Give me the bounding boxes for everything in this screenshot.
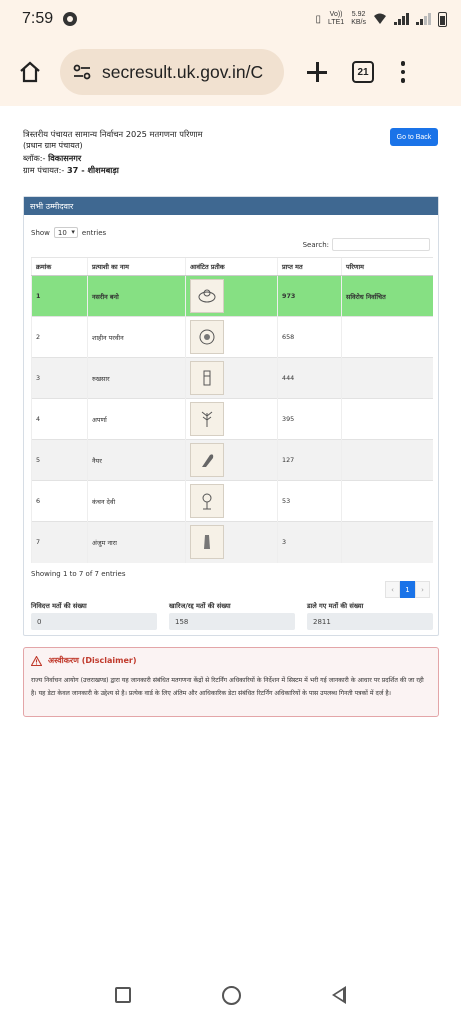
table-row: 4 अपर्णा 395 xyxy=(32,399,434,440)
status-icons xyxy=(315,11,447,27)
disclaimer-title: अस्वीकरण (Disclaimer) xyxy=(31,655,431,666)
table-row: 2 शाहीन परवीन 658 xyxy=(32,317,434,358)
table-row: 7 अंजुम नारा 3 xyxy=(32,522,434,563)
recent-apps-button[interactable] xyxy=(115,987,131,1003)
battery-icon xyxy=(438,12,447,27)
home-icon xyxy=(18,60,42,84)
block-line: ब्लॉक:- विकासनगर xyxy=(23,153,82,163)
table-row: 6 कंचन देवी 53 xyxy=(32,481,434,522)
next-page-button[interactable]: › xyxy=(415,581,430,598)
prev-page-button[interactable]: ‹ xyxy=(385,581,400,598)
col-votes[interactable]: प्राप्त मत xyxy=(278,258,342,276)
election-symbol-image xyxy=(190,320,224,354)
table-info: Showing 1 to 7 of 7 entries xyxy=(31,570,126,578)
panel-title: सभी उम्मीदवार xyxy=(24,197,438,215)
stat-tendered: निविदत्त मतों की संख्या 0 xyxy=(31,601,157,630)
disclaimer-box xyxy=(23,647,439,717)
address-bar[interactable] xyxy=(60,49,284,95)
table-search: Search: xyxy=(303,238,430,251)
election-symbol-image xyxy=(190,361,224,395)
stat-rejected-value: 158 xyxy=(169,613,295,630)
col-symbol[interactable]: आवंटित प्रतीक xyxy=(186,258,278,276)
gp-line: ग्राम पंचायत:- 37 - शीशमबाड़ा xyxy=(23,165,119,175)
stat-polled-value: 2811 xyxy=(307,613,433,630)
stat-rejected: खारिज/रद्द मतों की संख्या 158 xyxy=(169,601,295,630)
table-row: 5 नैयर 127 xyxy=(32,440,434,481)
election-symbol-image xyxy=(190,279,224,313)
vote-stats xyxy=(31,601,433,630)
page-subtitle: (प्रधान ग्राम पंचायत) xyxy=(23,141,83,150)
new-tab-button[interactable] xyxy=(304,59,330,85)
election-symbol-image xyxy=(190,443,224,477)
page-length-control: Show 10 ▾ entries xyxy=(31,227,106,238)
pagination xyxy=(385,581,430,598)
col-serial[interactable]: क्रमांक xyxy=(32,258,88,276)
stat-polled: डाले गए मतों की संख्या 2811 xyxy=(307,601,433,630)
election-symbol-image xyxy=(190,402,224,436)
system-nav-bar xyxy=(0,966,461,1024)
block-value: विकासनगर xyxy=(48,153,82,163)
network-speed: 5.92 KB/s xyxy=(351,11,366,26)
status-bar xyxy=(0,0,461,38)
gp-value: 37 - शीशमबाड़ा xyxy=(66,165,119,175)
search-input[interactable] xyxy=(332,238,430,251)
go-back-button[interactable]: Go to Back xyxy=(390,128,438,146)
stat-tendered-value: 0 xyxy=(31,613,157,630)
back-nav-button[interactable] xyxy=(332,986,346,1004)
url-text: secresult.uk.gov.in/C xyxy=(102,61,264,82)
page-header xyxy=(23,128,383,176)
vibrate-icon: ▯ xyxy=(315,13,321,25)
signal-icon xyxy=(394,13,409,25)
site-settings-icon[interactable] xyxy=(72,62,92,82)
col-name[interactable]: प्रत्याशी का नाम xyxy=(88,258,186,276)
election-symbol-image xyxy=(190,525,224,559)
signal-icon-2 xyxy=(416,13,431,25)
home-nav-button[interactable] xyxy=(222,986,241,1005)
col-result[interactable]: परिणाम xyxy=(342,258,434,276)
election-symbol-image xyxy=(190,484,224,518)
result-elected: सविरोध निर्वाचित xyxy=(342,276,434,317)
browser-toolbar xyxy=(0,38,461,106)
disclaimer-text: राज्य निर्वाचन आयोग (उत्तराखण्ड) द्वारा यह जानकारी संबंधित मतगणना केंद्रों से रिटर्निंग अधिकारियों के निर्देशन में सिस्टम में भरी गई जानकारी के आधार पर प्रदर्शित की जा रही है। यह डेटा केवल जानकारी के उद्देश्य से है। प्रत्येक वार्ड के लिए अंतिम और आधिकारिक डेटा संबंधित रिटर्निंग अधिकारियों के पास उपलब्ध गिनती पत्रकों में दर्ज है। xyxy=(31,677,424,697)
page-length-select[interactable]: 10 ▾ xyxy=(54,227,78,238)
whatsapp-icon xyxy=(63,12,77,26)
table-row: 3 रुखसार 444 xyxy=(32,358,434,399)
clock: 7:59 xyxy=(22,10,54,27)
results-table xyxy=(31,257,433,563)
wifi-icon xyxy=(373,13,387,25)
home-button[interactable] xyxy=(16,58,44,86)
page-1-button[interactable]: 1 xyxy=(400,581,415,598)
volte-indicator: Vo)) LTE1 xyxy=(327,11,345,26)
warning-icon xyxy=(31,656,42,666)
tab-switcher-button[interactable]: 21 xyxy=(352,61,374,83)
table-row: 1 नसरीन बनो 973 सविरोध निर्वाचित xyxy=(32,276,434,317)
page-title: त्रिस्तरीय पंचायत सामान्य निर्वाचन 2025 मतगणना परिणाम xyxy=(23,129,203,139)
menu-button[interactable] xyxy=(400,61,406,83)
candidates-panel xyxy=(23,196,439,636)
